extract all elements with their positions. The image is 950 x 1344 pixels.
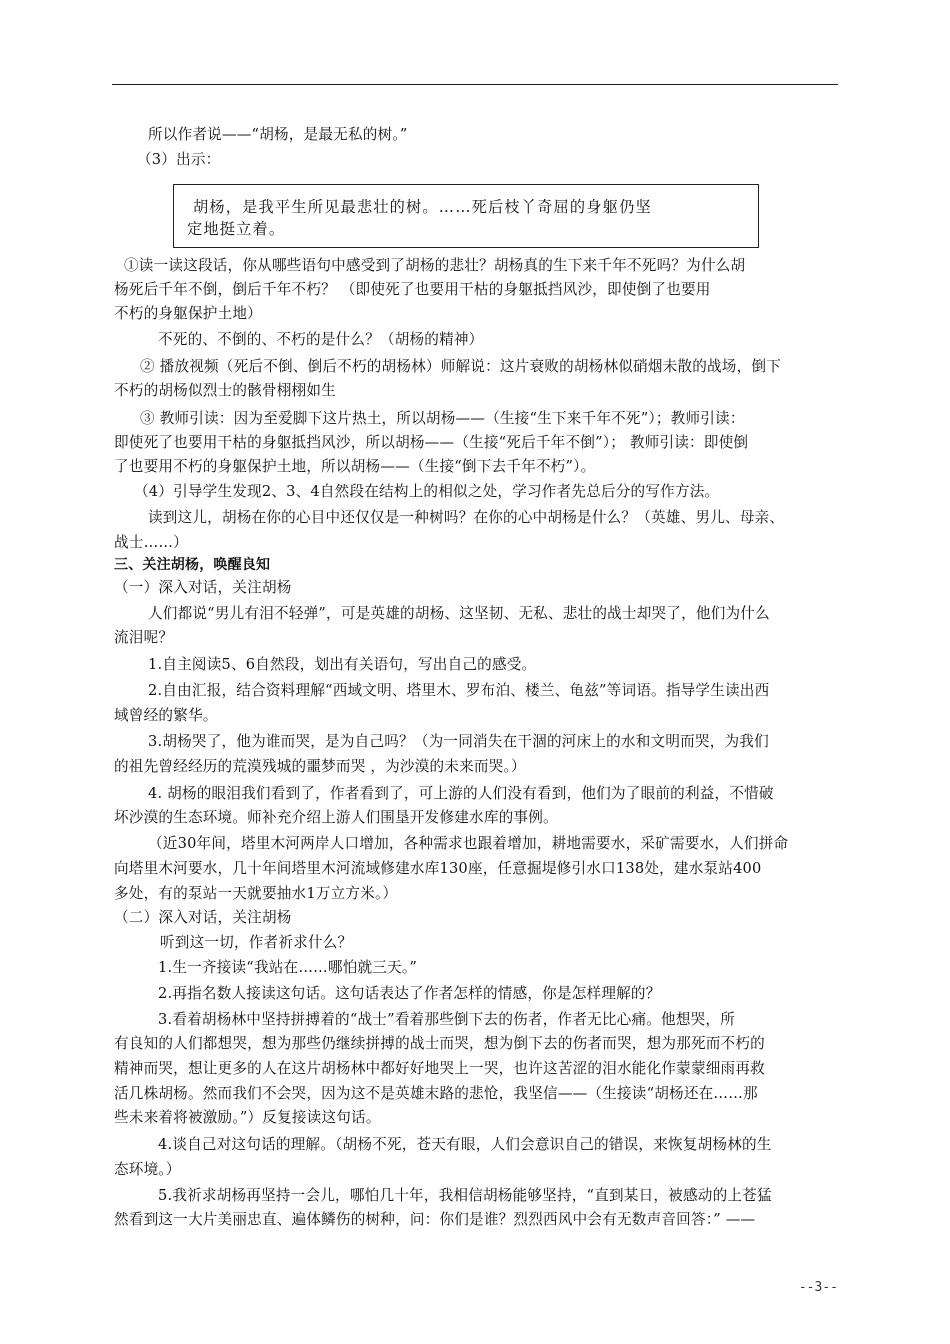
text-line: 胡杨，是我平生所见最悲壮的树。……死后枝丫奇屈的身躯仍坚 — [193, 198, 652, 216]
text-line: 流泪呢？ — [114, 629, 174, 646]
text-line: 即使死了也要用干枯的身躯抵挡风沙，所以胡杨——（生接“死后千年不倒”）； 教师引读：即使倒 — [114, 434, 749, 451]
text-line: 多处，有的泵站一天就要抽水1万立方米。） — [114, 885, 398, 902]
text-line: 人们都说“男儿有泪不轻弹”，可是英雄的胡杨、这坚韧、无私、悲壮的战士却哭了，他们为什么 — [148, 605, 770, 622]
text-line: 的祖先曾经经历的荒漠残城的噩梦而哭 ，为沙漠的未来而哭。） — [114, 758, 526, 775]
text-line: 不朽的胡杨似烈士的骸骨栩栩如生 — [114, 382, 336, 399]
text-line: 听到这一切，作者祈求什么？ — [160, 934, 353, 951]
text-line: 3.胡杨哭了，他为谁而哭，是为自己吗？（为一同消失在干涸的河床上的水和文明而哭，为我们 — [148, 733, 769, 750]
text-line: 定地挺立着。 — [187, 220, 286, 238]
text-line: 4.谈自己对这句话的理解。（胡杨不死，苍天有眼，人们会意识自己的错误，来恢复胡杨林的生 — [158, 1136, 772, 1153]
subsection-heading: （一）深入对话，关注胡杨 — [114, 579, 292, 596]
text-line: 1.生一齐接读“我站在……哪怕就三天。” — [158, 959, 418, 976]
text-line: 4. 胡杨的眼泪我们看到了，作者看到了，可上游的人们没有看到，他们为了眼前的利益，不惜破 — [148, 785, 774, 802]
text-line: 不死的、不倒的、不朽的是什么？（胡杨的精神） — [158, 331, 484, 348]
text-line: 了也要用不朽的身躯保护土地，所以胡杨——（生接“倒下去千年不朽”）。 — [114, 458, 596, 475]
text-line: 态环境。） — [114, 1161, 181, 1178]
text-line: （4）引导学生发现2、3、4自然段在结构上的相似之处，学习作者先总后分的写作方法。 — [134, 483, 720, 500]
header-rule — [112, 84, 838, 85]
text-line: ② 播放视频（死后不倒、倒后不朽的胡杨林）师解说：这片衰败的胡杨林似硝烟未散的战场，倒下 — [140, 358, 781, 375]
text-line: 1.自主阅读5、6自然段，划出有关语句，写出自己的感受。 — [148, 656, 537, 673]
text-line: 战士……） — [114, 534, 188, 551]
text-line: 2.自由汇报，结合资料理解“西域文明、塔里木、罗布泊、楼兰、龟兹”等词语。指导学生读出西 — [148, 682, 770, 699]
text-line: 然看到这一大片美丽忠直、遍体鳞伤的树种，问：你们是谁？烈烈西风中会有无数声音回答：” —— — [114, 1211, 756, 1228]
subsection-heading: （二）深入对话，关注胡杨 — [114, 909, 292, 926]
page-number: --3-- — [798, 1280, 838, 1295]
text-line: 些未来着将被激励。”）反复接读这句话。 — [114, 1109, 381, 1126]
text-line: 5.我祈求胡杨再坚持一会儿，哪怕几十年，我相信胡杨能够坚持，“直到某日，被感动的上苍猛 — [158, 1187, 772, 1204]
text-line: 不朽的身躯保护土地） — [114, 305, 262, 322]
text-line: 杨死后千年不倒，倒后千年不朽？ （即使死了也要用干枯的身躯抵挡风沙，即使倒了也要用 — [114, 281, 711, 298]
text-line: 活几株胡杨。然而我们不会哭，因为这不是英雄末路的悲怆，我坚信——（生接读“胡杨还在……那 — [114, 1085, 758, 1102]
text-line: 精神而哭，想让更多的人在这片胡杨林中都好好地哭上一哭，也许这苦涩的泪水能化作蒙蒙细雨再救 — [114, 1060, 765, 1077]
text-line: 向塔里木河要水，几十年间塔里木河流域修建水库130座，任意掘堤修引水口138处，建水泵站400 — [114, 860, 762, 877]
text-line: 读到这儿，胡杨在你的心目中还仅仅是一种树吗？在你的心中胡杨是什么？（英雄、男儿、母亲、 — [148, 509, 785, 526]
text-line: 坏沙漠的生态环境。师补充介绍上游人们围垦开发修建水库的事例。 — [114, 809, 558, 826]
text-line: 所以作者说——“胡杨，是最无私的树。” — [148, 126, 408, 143]
text-line: （3）出示： — [137, 151, 221, 168]
text-line: ③ 教师引读：因为至爱脚下这片热土，所以胡杨——（生接“生下来千年不死”）；教师引读： — [140, 410, 745, 427]
text-line: 域曾经的繁华。 — [114, 707, 218, 724]
text-line: （近30年间，塔里木河两岸人口增加，各种需求也跟着增加，耕地需要水，采矿需要水，人们拼命 — [148, 835, 789, 852]
text-line: 2.再指名数人接读这句话。这句话表达了作者怎样的情感，你是怎样理解的？ — [158, 985, 661, 1002]
section-heading: 三、关注胡杨，唤醒良知 — [114, 557, 271, 573]
text-line: 有良知的人们都想哭，想为那些仍继续拼搏的战士而哭，想为倒下去的伤者而哭，想为那死而不朽的 — [114, 1035, 765, 1052]
text-line: 3.看着胡杨林中坚持拼搏着的“战士”看着那些倒下去的伤者，作者无比心痛。他想哭，所 — [158, 1011, 736, 1028]
text-line: ①读一读这段话，你从哪些语句中感受到了胡杨的悲壮？胡杨真的生下来千年不死吗？为什么胡 — [124, 257, 746, 274]
